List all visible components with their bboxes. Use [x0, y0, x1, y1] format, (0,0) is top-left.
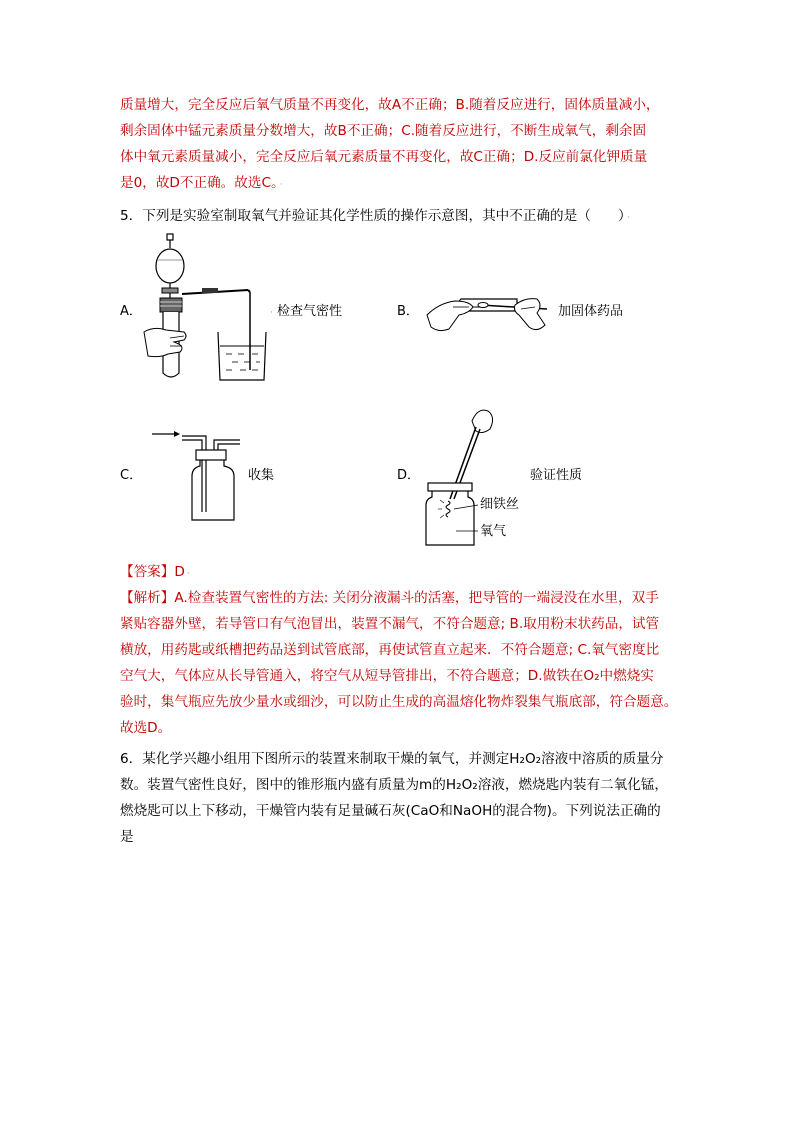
q5-stem: [120, 207, 630, 227]
option-a-figure: [140, 228, 270, 388]
option-b-figure: [425, 285, 555, 340]
q6-line-3: 燃烧匙可以上下移动，干燥管内装有足量碱石灰(CaO和NaOH的混合物)。下列说法正确的: [120, 803, 661, 819]
paragraph-mark: ·: [279, 180, 283, 190]
prev-analysis-line-1: 质量增大，完全反应后氧气质量不再变化，故A不正确；B.随着反应进行，固体质量减小，: [120, 97, 660, 113]
prev-analysis-line-3: 体中氧元素质量减小，完全反应后氧元素质量不再变化，故C正确；D.反应前氯化钾质量: [120, 149, 648, 165]
q5-answer: [120, 563, 190, 583]
q5-analysis-line-6: 故选D。: [120, 720, 172, 736]
q5-analysis-line-2: 紧贴容器外壁，若导管口有气泡冒出，装置不漏气，不符合题意; B.取用粉末状药品，试管: [120, 616, 660, 632]
option-b-letter: B．: [397, 304, 419, 319]
paragraph-mark: ·: [626, 213, 630, 223]
option-a-label-text: 检查气密性: [277, 304, 343, 319]
option-d-label: 验证性质: [530, 468, 583, 483]
option-a-letter: A．: [120, 304, 142, 319]
q5-analysis-line-1: [120, 589, 659, 607]
option-d-gas-label: 氧气: [480, 524, 507, 539]
prev-analysis-line-4-text: 是0，故D不正确。故选C。: [120, 175, 278, 191]
paragraph-mark: ·: [186, 569, 190, 579]
q5-stem-text: 5．下列是实验室制取氧气并验证其化学性质的操作示意图，其中不正确的是（ ）: [120, 208, 625, 224]
prev-analysis-line-2: 剩余固体中锰元素质量分数增大，故B不正确；C.随着反应进行，不断生成氧气，剩余固: [120, 123, 647, 139]
q6-line-1: 6．某化学兴趣小组用下图所示的装置来制取干燥的氧气，并测定H₂O₂溶液中溶质的质量分: [120, 751, 664, 767]
q6-line-2: 数。装置气密性良好，图中的锥形瓶内盛有质量为m的H₂O₂溶液，燃烧匙内装有二氧化锰，: [120, 777, 669, 793]
prev-analysis-line-4: [120, 174, 283, 194]
option-d-letter: D．: [397, 468, 421, 483]
answer-tag: 【答案】: [120, 564, 175, 580]
option-d-wire-label: 细铁丝: [480, 497, 520, 512]
analysis-line-1-text: A.检查装置气密性的方法: 关闭分液漏斗的活塞，把导管的一端浸没在水里，双手: [174, 590, 659, 606]
paragraph-mark: ·: [270, 308, 273, 318]
option-c-letter: C．: [120, 468, 143, 483]
q5-analysis-line-4: 空气大，气体应从长导管通入，将空气从短导管排出，不符合题意；D.做铁在O₂中燃烧实: [120, 668, 654, 684]
q5-analysis-line-3: 横放，用药匙或纸槽把药品送到试管底部，再使试管直立起来．不符合题意; C.氧气密度比: [120, 642, 660, 658]
answer-value: D: [174, 564, 185, 580]
analysis-tag: 【解析】: [120, 590, 175, 606]
q5-analysis-line-5: 验时，集气瓶应先放少量水或细沙，可以防止生成的高温熔化物炸裂集气瓶底部，符合题意。: [120, 694, 678, 710]
option-b-label: 加固体药品: [558, 304, 624, 319]
option-c-label: 收集: [248, 468, 275, 483]
option-c-figure: [150, 428, 250, 524]
q6-line-4: 是: [120, 829, 134, 845]
option-a-label: [268, 304, 342, 321]
